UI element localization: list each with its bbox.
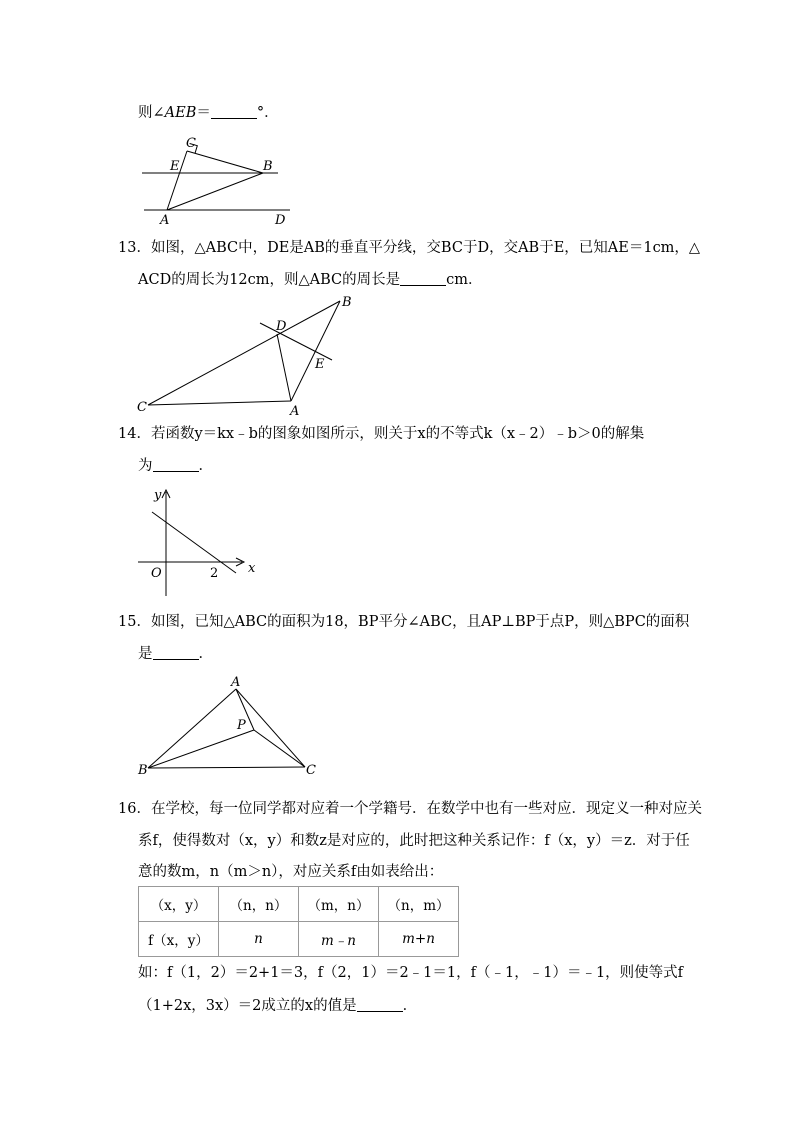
fig14-linear-function-graph bbox=[130, 484, 270, 599]
fig13-label-b: B bbox=[342, 295, 352, 310]
q16-line5 bbox=[138, 997, 417, 1015]
fig15-segment-ab bbox=[148, 689, 236, 768]
q16-table-cell: （m，n） bbox=[299, 887, 379, 922]
fig12-label-e: E bbox=[170, 159, 180, 174]
q16-table-cell: m﹣n bbox=[299, 922, 379, 957]
fig13-segment-cb bbox=[148, 301, 340, 405]
q13-line2 bbox=[138, 271, 483, 289]
q16-table-value-row bbox=[139, 922, 459, 957]
fig15-segment-ac bbox=[236, 689, 305, 767]
q14-line2 bbox=[138, 457, 213, 475]
fig15-label-c: C bbox=[306, 763, 316, 778]
fig14-label-2: 2 bbox=[210, 566, 219, 581]
fig15-segment-pc bbox=[254, 730, 305, 767]
fig12-label-d: D bbox=[275, 213, 286, 228]
q16-mapping-table bbox=[138, 886, 459, 957]
q13-answer-blank[interactable] bbox=[400, 271, 446, 286]
q12-suffix: °． bbox=[256, 105, 279, 121]
q16-table-cell: （n，m） bbox=[379, 887, 459, 922]
q12-answer-blank[interactable] bbox=[211, 104, 257, 119]
fig13-triangle-figure bbox=[130, 290, 360, 420]
q16-line3: 意的数m，n（m＞n），对应关系f由如表给出： bbox=[138, 864, 444, 880]
q16-line5-text: （1+2x，3x）＝2成立的x的值是 bbox=[138, 998, 357, 1014]
q13-line1: 13．如图，△ABC中，DE是AB的垂直平分线，交BC于D，交AB于E，已知AE＝1cm，△ bbox=[118, 240, 701, 256]
q16-answer-blank[interactable] bbox=[357, 997, 403, 1012]
fig15-segment-bp bbox=[148, 730, 254, 768]
fig13-segment-ca bbox=[148, 401, 291, 405]
fig15-segment-bc bbox=[148, 767, 305, 768]
fig13-label-d: D bbox=[276, 319, 287, 334]
fig13-label-c: C bbox=[137, 400, 147, 415]
q14-answer-blank[interactable] bbox=[153, 457, 199, 472]
q14-line2-end: ． bbox=[198, 458, 213, 474]
fig12-segment-ab bbox=[167, 173, 263, 210]
q16-table-cell: n bbox=[219, 922, 299, 957]
q16-line4: 如：f（1，2）＝2+1＝3，f（2，1）＝2﹣1＝1，f（﹣1，﹣1）＝﹣1，则使等式f bbox=[138, 965, 684, 981]
fig14-label-y: y bbox=[154, 488, 162, 503]
q12-prefix: 则∠ bbox=[138, 105, 165, 121]
fig13-perpendicular-bisector bbox=[260, 323, 332, 360]
q16-table-cell: m+n bbox=[379, 922, 459, 957]
fig15-label-p: P bbox=[237, 718, 246, 733]
q12-eq: ＝ bbox=[196, 105, 211, 121]
fig15-label-a: A bbox=[231, 675, 241, 690]
fig15-label-b: B bbox=[138, 763, 148, 778]
fig12-parallel-lines-figure bbox=[130, 130, 300, 230]
q16-table-cell: （x，y） bbox=[139, 887, 219, 922]
q13-line2-text: ACD的周长为12cm，则△ABC的周长是 bbox=[138, 272, 401, 288]
fig12-label-a: A bbox=[160, 213, 170, 228]
q16-line1: 16．在学校，每一位同学都对应着一个学籍号．在数学中也有一些对应．现定义一种对应关 bbox=[118, 801, 702, 817]
q15-line2 bbox=[138, 645, 213, 663]
q15-answer-blank[interactable] bbox=[153, 645, 199, 660]
fig13-segment-ad bbox=[277, 334, 291, 401]
fig14-label-x: x bbox=[248, 561, 256, 576]
q16-line2: 系f，使得数对（x，y）和数z是对应的，此时把这种关系记作：f（x，y）＝z．对于任 bbox=[138, 833, 690, 849]
q12-angle: AEB bbox=[164, 105, 197, 121]
fig12-label-c: C bbox=[186, 136, 196, 151]
q15-line2-end: ． bbox=[198, 646, 213, 662]
q15-line1: 15．如图，已知△ABC的面积为18，BP平分∠ABC，且AP⊥BP于点P，则△BPC的面积 bbox=[118, 614, 690, 630]
q12-line bbox=[138, 104, 279, 122]
fig12-segment-cb bbox=[187, 151, 263, 173]
q16-table-cell: f（x，y） bbox=[139, 922, 219, 957]
fig14-label-origin: O bbox=[151, 566, 162, 581]
fig15-triangle-bisector-figure bbox=[130, 672, 330, 782]
fig13-label-a: A bbox=[290, 404, 300, 419]
fig13-label-e: E bbox=[315, 357, 325, 372]
q16-table-header-row bbox=[139, 887, 459, 922]
fig12-label-b: B bbox=[263, 159, 273, 174]
q15-line2-text: 是 bbox=[138, 646, 153, 662]
q14-line1: 14．若函数y＝kx﹣b的图象如图所示，则关于x的不等式k（x﹣2）﹣b＞0的解集 bbox=[118, 426, 645, 442]
q14-line2-text: 为 bbox=[138, 458, 153, 474]
q16-table-cell: （n，n） bbox=[219, 887, 299, 922]
q16-line5-end: ． bbox=[402, 998, 418, 1014]
fig14-function-line bbox=[152, 512, 236, 573]
q13-line2-unit: cm． bbox=[446, 272, 483, 288]
